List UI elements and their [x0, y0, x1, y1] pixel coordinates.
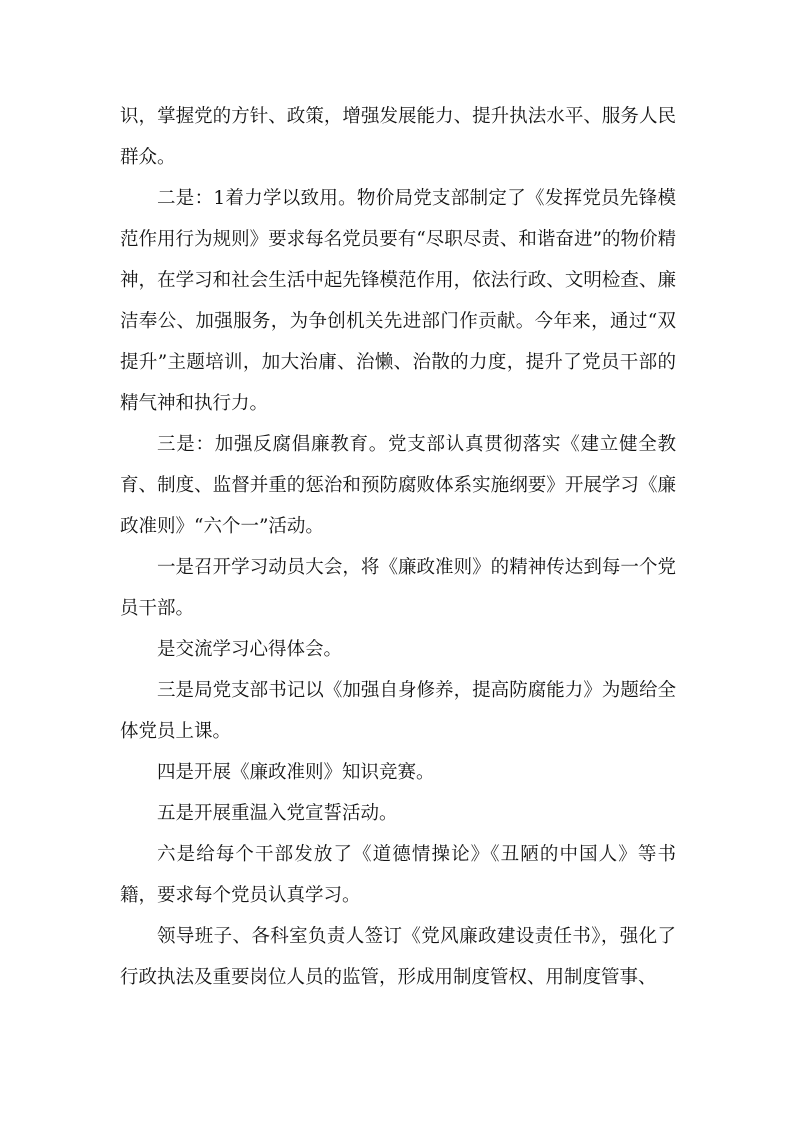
paragraph-1: 识，掌握党的方针、政策，增强发展能力、提升执法水平、服务人民群众。	[120, 106, 676, 168]
paragraph-8: 五是开展重温入党宣誓活动。	[157, 803, 398, 824]
paragraph-10: 领导班子、各科室负责人签订《党风廉政建设责任书》，强化了行政执法及重要岗位人员的监管，形成用制度管权、用制度管事、	[120, 926, 676, 988]
paragraph-5: 是交流学习心得体会。	[157, 639, 343, 660]
paragraph-2: 二是：1着力学以致用。物价局党支部制定了《发挥党员先锋模范作用行为规则》要求每名党员要有“尽职尽责、和谐奋进”的物价精神，在学习和社会生活中起先锋模范作用，依法行政、文明检查、廉洁奉公、加强服务，为争创机关先进部门作贡献。今年来，通过“双提升”主题培训，加大治庸、治懒、治散的力度，提升了党员干部的精气神和执行力。	[120, 188, 676, 414]
paragraph-4: 一是召开学习动员大会，将《廉政准则》的精神传达到每一个党员干部。	[120, 557, 676, 619]
paragraph-3: 三是：加强反腐倡廉教育。党支部认真贯彻落实《建立健全教育、制度、监督并重的惩治和预防腐败体系实施纲要》开展学习《廉政准则》“六个一”活动。	[120, 434, 676, 537]
paragraph-6: 三是局党支部书记以《加强自身修养，提高防腐能力》为题给全体党员上课。	[120, 680, 676, 742]
document-body	[120, 96, 676, 998]
paragraph-9: 六是给每个干部发放了《道德情操论》《丑陋的中国人》等书籍，要求每个党员认真学习。	[120, 844, 676, 906]
paragraph-7: 四是开展《廉政准则》知识竞赛。	[157, 762, 435, 783]
